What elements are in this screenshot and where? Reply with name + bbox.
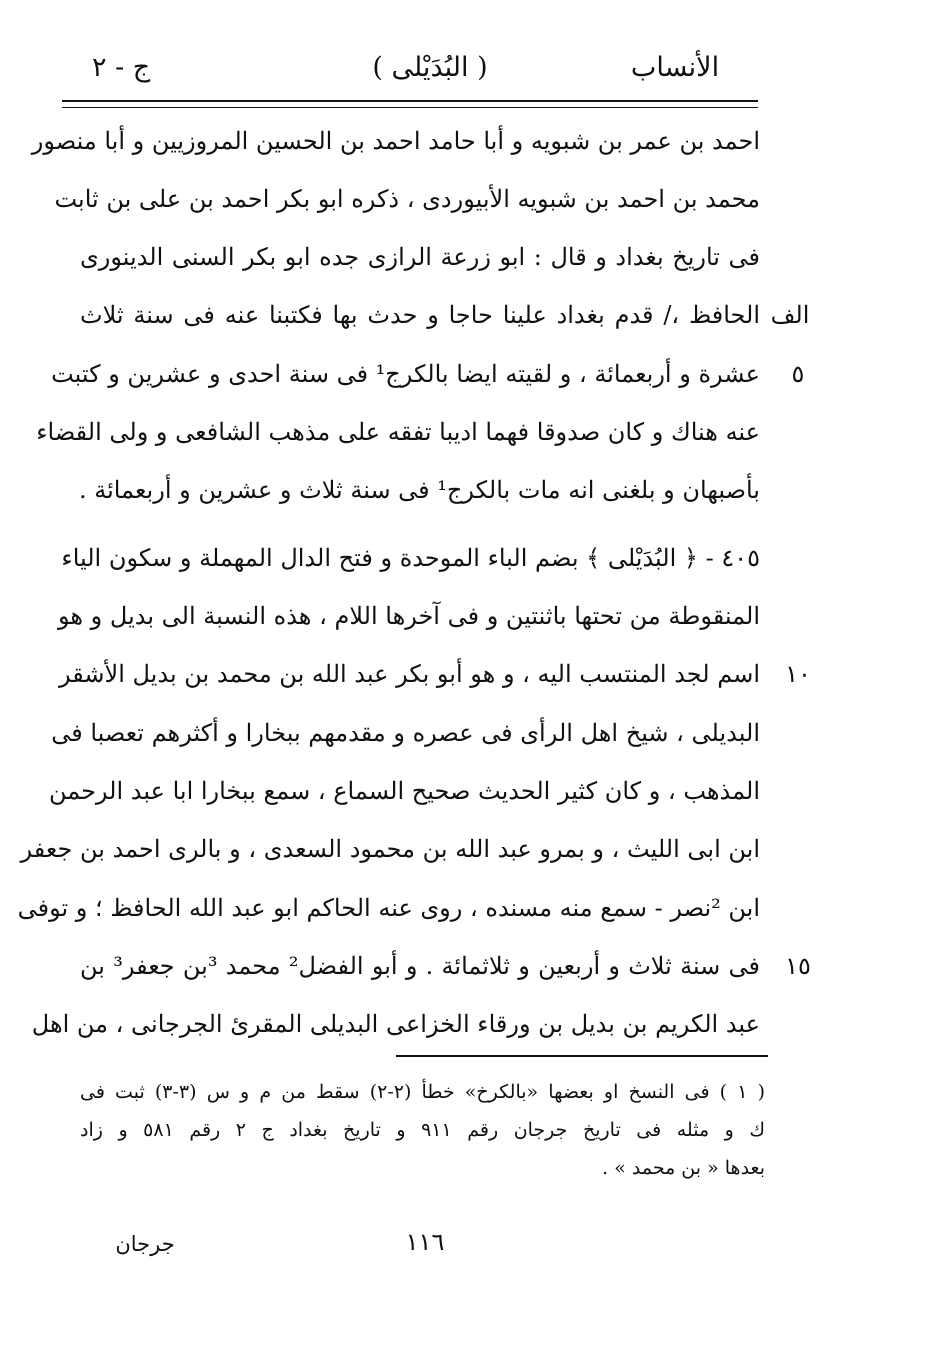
entry-405-heading-line: ٤٠٥ - ﴿ البُدَيْلى ﴾ بضم الباء الموحدة و فتح الدال المهملة و سكون الياء — [61, 544, 760, 572]
footnote-line: ك و مثله فى تاريخ جرجان رقم ٩١١ و تاريخ بغداد ج ٢ رقم ٥٨١ و زاد — [80, 1119, 766, 1141]
footnote-rule — [396, 1055, 768, 1057]
text-line: البديلى ، شيخ اهل الرأى فى عصره و مقدمهم ببخارا و أكثرهم تعصبا فى — [51, 719, 760, 747]
text-line: اسم لجد المنتسب اليه ، و هو أبو بكر عبد الله بن محمد بن بديل الأشقر — [59, 660, 760, 688]
signature-mark: جرجان — [115, 1232, 175, 1256]
text-line: احمد بن عمر بن شبويه و أبا حامد احمد بن الحسين المروزيين و أبا منصور — [31, 127, 760, 155]
text-line: فى سنة ثلاث و أربعين و ثلاثمائة . و أبو الفضل² محمد ³بن جعفر³ بن — [80, 952, 761, 980]
text-line: عنه هناك و كان صدوقا فهما اديبا تفقه على مذهب الشافعى و ولى القضاء — [36, 418, 760, 446]
margin-line-number: ١٠ — [785, 660, 811, 688]
text-line: ابن ²نصر - سمع منه مسنده ، روى عنه الحاكم ابو عبد الله الحافظ ؛ و توفى — [17, 894, 760, 922]
text-line: عبد الكريم بن بديل بن ورقاء الخزاعى البديلى المقرئ الجرجانى ، من اهل — [31, 1010, 760, 1038]
text-line: الحافظ ،/ قدم بغداد علينا حاجا و حدث بها فكتبنا عنه فى سنة ثلاث — [80, 301, 761, 329]
page-number: ١١٦ — [405, 1228, 445, 1256]
text-line: المذهب ، و كان كثير الحديث صحيح السماع ، سمع ببخارا ابا عبد الرحمن — [48, 777, 760, 805]
text-line: محمد بن احمد بن شبويه الأبيوردى ، ذكره ابو بكر احمد بن على بن ثابت — [54, 185, 760, 213]
text-line: عشرة و أربعمائة ، و لقيته ايضا بالكرج¹ فى سنة احدى و عشرين و كتبت — [51, 360, 760, 388]
margin-leaf-marker: الف — [770, 301, 810, 329]
text-line: فى تاريخ بغداد و قال : ابو زرعة الرازى جده ابو بكر السنى الدينورى — [80, 243, 760, 271]
text-line: المنقوطة من تحتها باثنتين و فى آخرها اللام ، هذه النسبة الى بديل و هو — [57, 602, 760, 630]
footnote-line: ( ١ ) فى النسخ او بعضها «بالكرخ» خطأ (٢-٢) سقط من م و س (٣-٣) ثبت فى — [80, 1081, 766, 1103]
margin-line-number: ٥ — [791, 360, 805, 388]
header-rule-thin — [62, 107, 758, 108]
text-line: بأصبهان و بلغنى انه مات بالكرج¹ فى سنة ثلاث و عشرين و أربعمائة . — [78, 476, 760, 504]
book-title: الأنساب — [630, 52, 720, 83]
margin-line-number: ١٥ — [785, 952, 811, 980]
entry-heading: ( البُدَيْلى ) — [372, 52, 488, 83]
header-rule — [62, 100, 758, 102]
footnote-line: بعدها « بن محمد » . — [602, 1157, 765, 1179]
volume-label: ج - ٢ — [92, 52, 151, 83]
text-line: ابن ابى الليث ، و بمرو عبد الله بن محمود السعدى ، و بالرى احمد بن جعفر — [20, 835, 760, 863]
